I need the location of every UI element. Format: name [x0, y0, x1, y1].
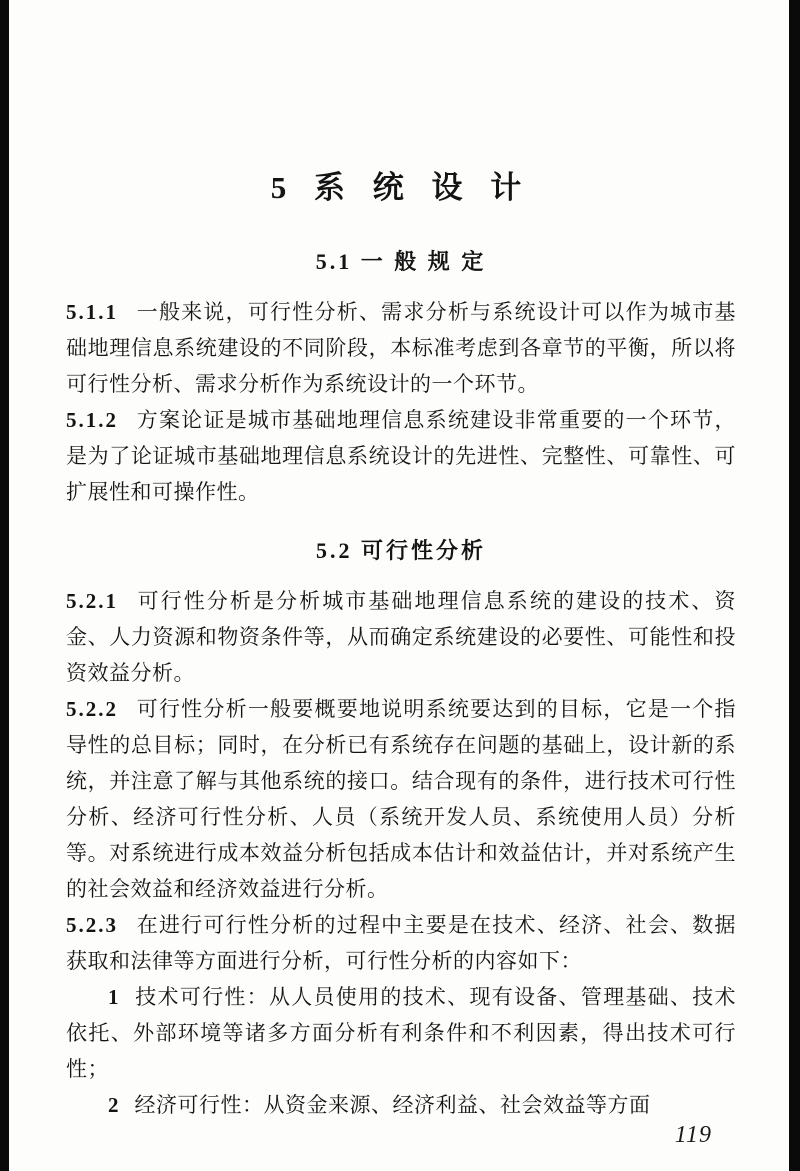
clause-number: 5.2.1 — [66, 589, 118, 613]
clause-text: 在进行可行性分析的过程中主要是在技术、经济、社会、数据获取和法律等方面进行分析，可行性分析的内容如下： — [66, 913, 736, 973]
list-item-2 — [66, 1087, 736, 1123]
page-content — [66, 0, 736, 1123]
scan-edge-right — [789, 0, 800, 1171]
clause-text: 可行性分析一般要概要地说明系统要达到的目标，它是一个指导性的总目标；同时，在分析已有系统存在问题的基础上，设计新的系统，并注意了解与其他系统的接口。结合现有的条件，进行技术可行性分析、经济可行性分析、人员（系统开发人员、系统使用人员）分析等。对系统进行成本效益分析包括成本估计和效益估计，并对系统产生的社会效益和经济效益进行分析。 — [66, 697, 736, 901]
section-heading-5-1: 5.1 一 般 规 定 — [315, 249, 487, 274]
scan-edge-left — [0, 0, 9, 1171]
clause-text: 方案论证是城市基础地理信息系统建设非常重要的一个环节，是为了论证城市基础地理信息系统设计的先进性、完整性、可靠性、可扩展性和可操作性。 — [66, 408, 736, 504]
clause-number: 5.2.2 — [66, 697, 118, 721]
clause-text: 可行性分析是分析城市基础地理信息系统的建设的技术、资金、人力资源和物资条件等，从而确定系统建设的必要性、可能性和投资效益分析。 — [66, 589, 736, 685]
list-item-1 — [66, 979, 736, 1087]
clause-5-2-3 — [66, 907, 736, 979]
list-item-text: 技术可行性：从人员使用的技术、现有设备、管理基础、技术依托、外部环境等诸多方面分析有利条件和不利因素，得出技术可行性； — [66, 985, 736, 1081]
clause-text: 一般来说，可行性分析、需求分析与系统设计可以作为城市基础地理信息系统建设的不同阶段，本标准考虑到各章节的平衡，所以将可行性分析、需求分析作为系统设计的一个环节。 — [66, 300, 736, 396]
list-item-number: 2 — [108, 1093, 121, 1117]
clause-5-1-1 — [66, 294, 736, 402]
clause-number: 5.2.3 — [66, 913, 118, 937]
clause-number: 5.1.2 — [66, 408, 118, 432]
section-heading-5-2: 5.2 可行性分析 — [315, 538, 486, 563]
clause-number: 5.1.1 — [66, 300, 118, 324]
clause-5-2-2 — [66, 691, 736, 907]
clause-5-1-2 — [66, 402, 736, 510]
page-number: 119 — [674, 1122, 712, 1148]
list-item-number: 1 — [108, 985, 121, 1009]
clause-5-2-1 — [66, 583, 736, 691]
list-item-text: 经济可行性：从资金来源、经济利益、社会效益等方面 — [134, 1093, 651, 1117]
chapter-title: 5 系 统 设 计 — [270, 170, 532, 205]
